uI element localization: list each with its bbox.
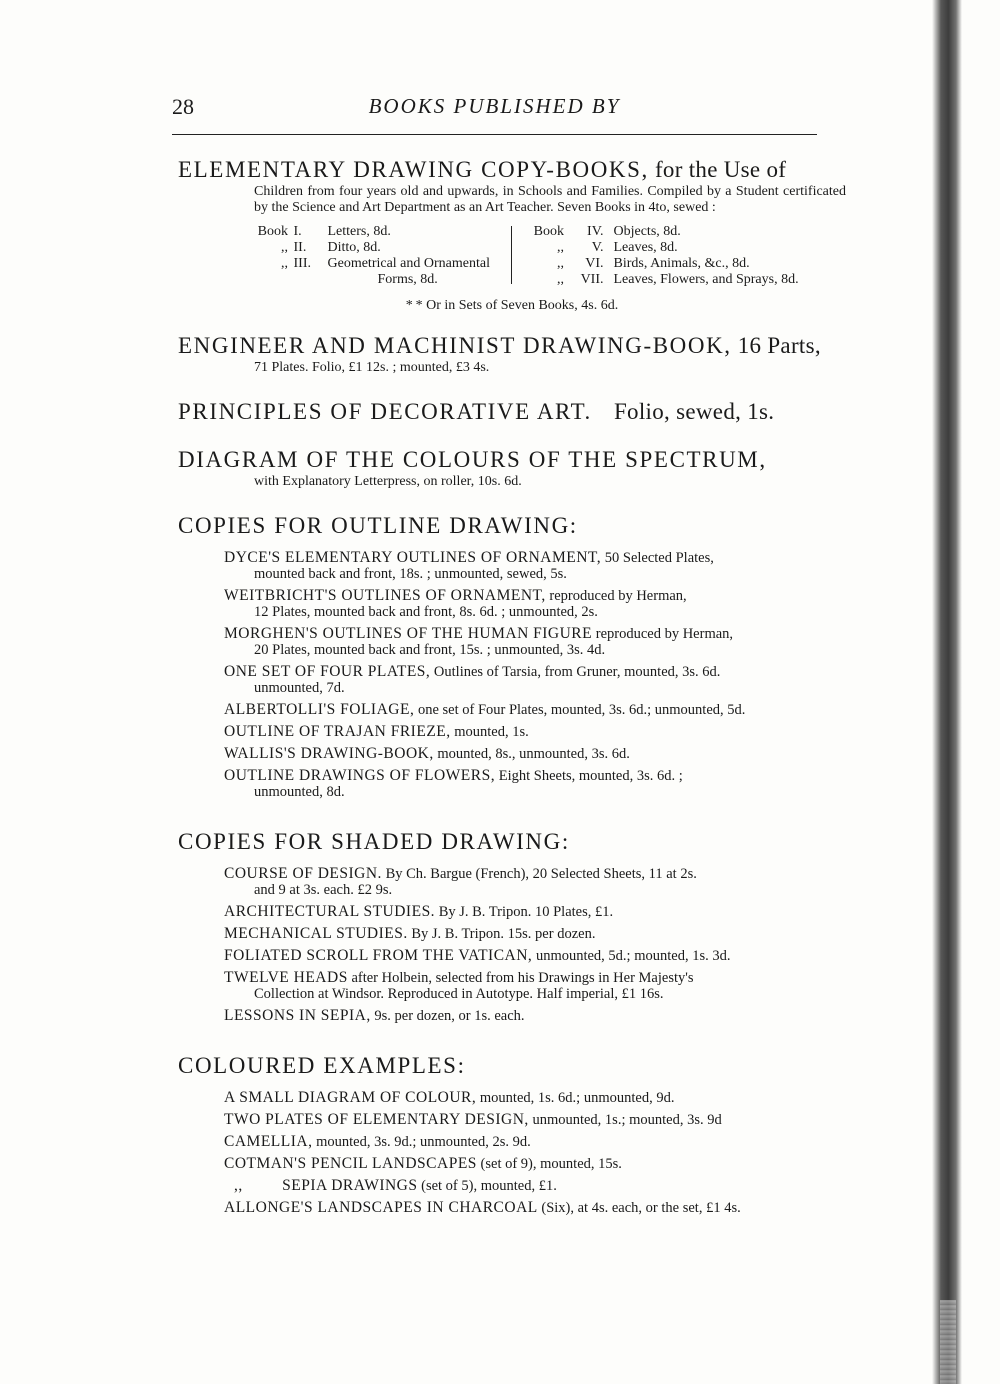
list-item: TWELVE HEADS after Holbein, selected from his Drawings in Her Majesty's Collection at Windsor. Reproduced in Autotype. Half imperial, £1 16s. [224,969,694,1002]
book-row: Forms, 8d. [377,272,438,287]
header-rule [172,134,817,135]
page-number: 28 [172,94,194,119]
page-edge-shadow [932,0,962,1384]
book-row: ,, II. Ditto, 8d. [281,240,381,255]
book-row: ,, VI. Birds, Animals, &c., 8d. [557,256,750,271]
list-item: COURSE OF DESIGN. By Ch. Bargue (French), 20 Selected Sheets, 11 at 2s. and 9 at 3s. each. £2 9s. [224,865,697,898]
section-subtitle: with Explanatory Letterpress, on roller, 10s. 6d. [254,474,522,489]
list-item: ARCHITECTURAL STUDIES. By J. B. Tripon. 10 Plates, £1. [224,903,614,920]
section-subtitle: 71 Plates. Folio, £1 12s. ; mounted, £3 4s. [254,360,490,375]
section-title: ENGINEER AND MACHINIST DRAWING-BOOK, 16 Parts, [178,333,821,358]
list-item: OUTLINE OF TRAJAN FRIEZE, mounted, 1s. [224,723,529,740]
section-diagram [178,446,846,490]
item-list [224,550,846,800]
column-divider [511,226,512,284]
section-title: COLOURED EXAMPLES: [178,1053,466,1078]
book-row: Book I. Letters, 8d. [257,224,391,239]
section-shaded [178,828,846,1024]
section-coloured [178,1052,846,1216]
book-row: ,, III. Geometrical and Ornamental [281,256,490,271]
list-item: A SMALL DIAGRAM OF COLOUR, mounted, 1s. 6d.; unmounted, 9d. [224,1089,675,1106]
sets-note: * * Or in Sets of Seven Books, 4s. 6d. [405,298,619,313]
list-item: TWO PLATES OF ELEMENTARY DESIGN, unmounted, 1s.; mounted, 3s. 9d [224,1111,722,1128]
list-item: OUTLINE DRAWINGS OF FLOWERS, Eight Sheets, mounted, 3s. 6d. ; unmounted, 8d. [224,767,683,800]
book-row: ,, V. Leaves, 8d. [557,240,678,255]
list-item: LESSONS IN SEPIA, 9s. per dozen, or 1s. each. [224,1007,525,1024]
list-item: MECHANICAL STUDIES. By J. B. Tripon. 15s. per dozen. [224,925,596,942]
list-item: MORGHEN'S OUTLINES OF THE HUMAN FIGURE reproduced by Herman, 20 Plates, mounted back and front, 15s. ; unmounted, 3s. 4d. [224,625,734,658]
book-list [178,224,846,288]
list-item: ALBERTOLLI'S FOLIAGE, one set of Four Plates, mounted, 3s. 6d.; unmounted, 5d. [224,701,746,718]
section-title: COPIES FOR OUTLINE DRAWING: [178,513,578,538]
page-content [178,156,846,1222]
book-row: Book IV. Objects, 8d. [533,224,681,239]
item-list [224,866,846,1024]
list-item: DYCE'S ELEMENTARY OUTLINES OF ORNAMENT, 50 Selected Plates, mounted back and front, 18s. ; unmounted, sewed, 5s. [224,549,714,582]
book-row: ,, VII. Leaves, Flowers, and Sprays, 8d. [557,272,799,287]
running-head: BOOKS PUBLISHED BY [368,94,621,118]
list-item: CAMELLIA, mounted, 3s. 9d.; unmounted, 2s. 9d. [224,1133,531,1150]
list-item: WALLIS'S DRAWING-BOOK, mounted, 8s., unmounted, 3s. 6d. [224,745,630,762]
page-edge-texture [940,1300,956,1384]
list-item: WEITBRICHT'S OUTLINES OF ORNAMENT, reproduced by Herman, 12 Plates, mounted back and front, 8s. 6d. ; unmounted, 2s. [224,587,687,620]
section-title: COPIES FOR SHADED DRAWING: [178,829,570,854]
section-principles [178,398,846,426]
section-copybooks [178,156,846,314]
item-list [224,1090,846,1216]
book-list-left [208,224,508,288]
list-item: ALLONGE'S LANDSCAPES IN CHARCOAL (Six), at 4s. each, or the set, £1 4s. [224,1199,741,1216]
section-title: DIAGRAM OF THE COLOURS OF THE SPECTRUM, [178,447,767,472]
list-item: COTMAN'S PENCIL LANDSCAPES (set of 9), mounted, 15s. [224,1155,622,1172]
section-engineer [178,332,846,376]
list-item: ONE SET OF FOUR PLATES, Outlines of Tarsia, from Gruner, mounted, 3s. 6d. unmounted, 7d. [224,663,721,696]
list-item: ,, SEPIA DRAWINGS (set of 5), mounted, £1. [234,1177,557,1194]
section-title: PRINCIPLES OF DECORATIVE ART. Folio, sewed, 1s. [178,399,775,424]
section-title: ELEMENTARY DRAWING COPY-BOOKS, for the Use of [178,157,787,182]
section-subtitle: Children from four years old and upwards, in Schools and Families. Compiled by a Student certificated by the Science and Art Department as an Art Teacher. Seven Books in 4to, sewed : [254,184,846,215]
book-list-right [528,224,848,288]
section-outline [178,512,846,800]
list-item: FOLIATED SCROLL FROM THE VATICAN, unmounted, 5d.; mounted, 1s. 3d. [224,947,731,964]
page-header [172,94,817,124]
